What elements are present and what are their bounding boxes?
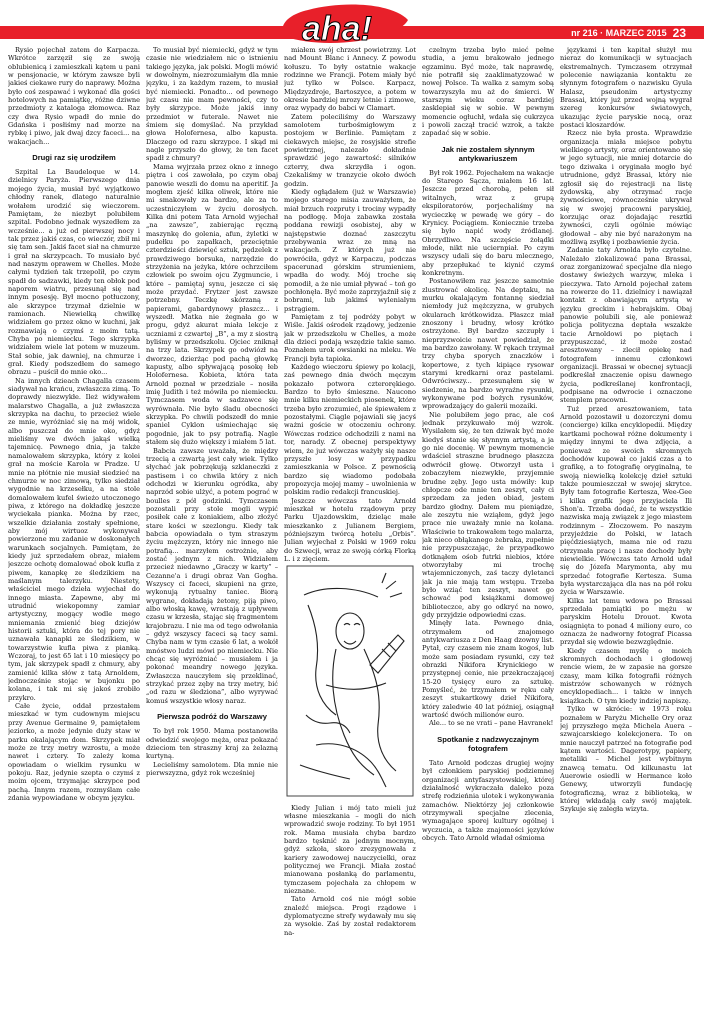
paragraph: Kiedy Julian i mój tato mieli już własne mieszkania – mogli do nich wprowadzić swoje rodziny. To był 1951 rok. Mama musiała chyba bardzo bardzo tęsknić za jednym mocnym, gdyż szkoła, skoro zrezygnowała z kariery zawodowej nauczycielki, oraz politycznej we Francji. Miała zostać mianowana posłanką do parlamentu, tymczasem pojechała za chłopem w nieznane. <box>284 803 416 896</box>
paragraph: Tato Arnold coś nie mógł sobie znaleźć miejsca. Progi rządowe i dyplomatyczne strefy wydawały mu się za wysokie. Zaś by został redaktorem na- <box>284 895 416 937</box>
paragraph: Szpital La Baudeloque w 14. dzielnicy Paryża. Pierwszego dnia mojego życia, musiał być wyjątkowo chłodny ranek, dlatego naturalnie wołałem urodzić się wieczorem. Pamiętam, że niezbyt polubiłem szpital. Podobno jednak wyszedłem za wcześnie... a już od pierwszej nocy i tak przez jakiś czas, co wieczór, zbił mi się tam sen. Jakiś facet siał na chmurze i grał na skrzypcach. To musiało być nad naszym oprawem w Chelles. Może całymi tydzień tak trzepolił, po czym spadł do sadzawki, kiedy ten obłok pod naporem wiatru, przesunął się nad innym posesję. Był mocno potłuczony, ale skrzypce trzymał dzielnie w ramionach. Niewielką chwilkę widziałem go przez okno w kuchni, jak rozmawiają o czymś z moim tatą. Chyba po niemiecku. Tego skrzypka widziałem wiele lat potem w muzeum. Stał sobie, jak dawniej, na chmurze i grał. Kiedy podszedłem do samego obrazu – puścił do mnie oko... <box>8 168 140 377</box>
aha-logo <box>276 2 416 48</box>
paragraph: Postanowiłem raz jeszcze samotnie zlustrować okolicę. Na deptaku, na murku okalającym fontannę siedział niemłody już mężczyzna, w grubych okularach krótkowidza. Płaszcz miał znoszony i brudny, włosy krótko ostrzyżone. Był bardzo szczupły i nieprzyzwoicie nawet powiedział, że ma bardzo zawołany. W rękach trzymał trzy chyba sporych znaczków i kopertowe, z tych kipiące rysowar starymi kredkarni oraz pastelami. Odwróciwszy... przesunąłem się w siedzenie, na bardzo wyraźne rysunki, wykonywane pod bożych rysunków, wprowadzający do galerii mozaiki. <box>422 277 554 411</box>
column-3 <box>284 46 416 1014</box>
column-4 <box>422 46 554 1014</box>
paragraph: Mama wyjrzała przez okno z innego piętra i coś zawołała, po czym obaj panowie weszli do domu na aperitif. Ja mogłem zjeść kilka oliwek, które nie mi smakowały za bardzo, ale za to uczestniczyłem w życiu dorosłych. Kilka dni potem Tata Arnold wyjechał „na zawsze”, zabierając ręczną maszynkę do golenia, afun, żyletki w pudełku po zapałkach, przeciętnie czterdzieści dziewięć sztuk, pędzelek z prawdziwego borsuka, narzędzie do strzyżenia na jeżyka, które ochrzciłem człowiek po swoim ojcu Zygmuncie, i które – pamiętaj synu, jeszcze ci się może przydać. Frytzer jest zawsze potrzebny. Teczkę skórzaną z papierami, gabardynowy płaszcz... i wyszedł. Matka nie żegnała go w progu, gdyż akurat miała lekcje z uczniami z czwartej „B”, a my z siostrą byliśmy w przedszkolu. Ojciec zniknął na trzy lata. Skrzypek go odwiózł na dworzec, dzierżąc pod pachą głowkę kapusty, albo spływającą posokę łeb Holofernesa. Kobieta, która tata Arnold poznał w przedziale – nosiła imię Judith i też mówiła po niemiecku. Tymczasem woda w sadzawce się wyrównała. Nie było śladu obecności skrzypka. Po chwili podszedł do mnie spaniel Cyklon uśmiechając się pogodnie, jak to psy potrafią. Nagle stałem się dużo większy i miałem 5 lat. <box>146 162 278 447</box>
issue-label: nr 216 · MARZEC 2015 <box>571 28 667 38</box>
paragraph: Rzecz nie była prosta. Wprawdzie organizacja miała miejsce pobytu wielkiego artysty, oraz orientowano się w jego sytuacji, nie mniej dotarcie do tego dziwaka i oryginała mogło być utrudnione, gdyż Brassai, który nie zgłosił się do rejestracji na listę żydowską, aby otrzymać racje żywnościowe, równocześnie ukrywał się w swojej pracowni paryskiej, korzując oraz dojadając resztki żywności, czyli ogólnie mówiąc głodował – aby nie być narażonym na możliwą zsyłkę i pozbawienie życia. <box>560 129 692 246</box>
column-1 <box>8 46 140 1014</box>
paragraph: Babcia zawsze uważała, że między trzecią a czwartą jest cały wiek. Tylko słychać jak pobrzękują szklaneczki z pastisem i co chwila który z nich odchodzi w kierunku ogródka, aby naprzód sobie ulżyć, a potem pograć w boulles z pół godzinki. Tymczasem pozostali przy stole mogli wypić posiłek całe z koniakiem, albo złożyć stare kości w szezlongu. Kiedy tak babcia opowiadała o tym straszym życiu mężczyzn, który nic innego nie potrafią... marzyłem ostrożnie, aby zostać jednym z nich. Widziałem przecież niedawno „Graczy w karty” – Cezanne'a i drugi obraz Van Gogha. Wszyscy ci faceci, skupieni na grze, wykonują rytualny taniec. Biorą wygrane, dokładają żetony, piją piwo, albo włoską kawę, wrastają z upływem czasu w krzesła, stając się fragmentem krajobrazu. I nie ma od tego odwołania – gdyż wszyscy faceci są tacy sami. Chyba nam w tym czasie 6 lat, a wokół mnóstwo ludzi mówi po niemiecku. Nie chcąc się wyróżniać – musiałem i ja pokonać meandry nowego języka. Zwłaszcza nauczyłem się przeklinać, strzykać przez zęby na trzy metry, bić „od razu w śledziona”, albo wyrywać komuś wszystkie włosy naraz. <box>146 446 278 705</box>
paragraph: Każdego wieczoru śpiewy po kolacji, zaś pewnego dnia dwóch męczym pokazało potwora czterorękiego. Bardzo to było śmieszne. Naucono mnie kilku niemieckich piosenek, które trzeba było zrozumieć, ale śpiewałem z pozostałymi. Ciągle pojawiali się jacyś ważni goście w otoczeniu ochrony. Wówczas rodzice odchodzili z nami na tor, narady. Z obecnej perspektywy wiem, że już wówczas ważyły się nasze przyszłe losy w przypadku zamieszkania w Polsce. Z pewnością bardzo się wiadomo podobała propozycja mojej mamy – uwolnienia w polskim radio redakcji francuskiej. <box>284 363 416 497</box>
column-5 <box>560 46 692 1014</box>
paragraph: Tato Arnold podczas drugiej wojny był członkiem paryskiej podziemnej organizacji antyfaszystowskiej, której działalność wykraczała daleko poza strefę rodzieńnia ulotek i wykonywania zamachów. Niektórzy jej członkowie otrzymywali specjalne zlecenia, wymagające sporej kultury ogólnej i wyczucia, a także znajomości języków obcych. Tato Arnold władał ośmioma <box>422 758 554 842</box>
paragraph: Tylko w skrócie: w 1973 roku poznałem w Paryżu Michelle Ory oraz jej przyszłego męża Michela Auera – szwajcarskiego kolekcjonera. To on mnie nauczył patrzeć na fotografie pod kątem wartości. Dagerotypy, papiery, metaliki – Michel jest wybitnym znawcą tematu. Od kilkunastu lat Auerowie osiedli w Hermance koło Genewy, utworzyli fundację fotograficzną, wraz z biblioteką, w której wkładają cały swój majątek. Szykuje się zaległa wizyta. <box>560 705 692 814</box>
section-heading: Spotkanie z nadzwyczajnym fotografem <box>437 734 539 753</box>
issue-info <box>571 27 686 39</box>
paragraph: Rysio pojechał zatem do Karpacza. Wkrótce zarzęził się ze swoją oblubienicą i zamieszkali kątem u pani w pensjonacie, w którym zawsze byli jakieś ciekawe rury do naprawy. Można było coś zespawać i wykonać dla gości hotelowych na pamiątkę, różne dziwne przedmioty z kataloga złomowca. Raz czy dwa Rysio wpadł do mnie do Gdańska i posłiśmy nad morze na rybkę i piwo, jak dwaj dzcy faceci... na wakacjach... <box>8 46 140 146</box>
paragraph: Kiedy czasem myślę o moich skromnych dochodach i głodowej rencie wiem, że w zapasie na gorsze czasy, mam kilka fotografii różnych mistrzów schowanych w różnych encyklopediach... i także w innych książkach. O tym kiedy indziej napiszę. <box>560 646 692 705</box>
article-body <box>8 46 696 1014</box>
paragraph: Pamiętam z tej podróży pobyt w Wiśle. Jakiś ośrodek rządowy, jedzenie jak w przedszkolu w Chelles, a może dla dzieci podają wszędzie takie samo. Poznałem urok owsianki na mleku. We Francji była tapioka. <box>284 313 416 363</box>
paragraph: To musiał być niemiecki, gdyż w tym czasie nie wiedziałem nic o istnieniu takiego języka, jak polski. Mogli mówić w dowolnym, niezrozumiałym dla mnie języku, i za każdym razem, to musiał być niemiecki. Ponadto... od pewnego już czasu nie mam pewności, czy to były skrzypce. Może jakiś inny przedmiot w futerale. Nawet nie śmiem się domyślać. Na przykład głowa Holofernesa, albo kapusta. Dlaczego od razu skrzypce. I skąd mi nagle przyszło do głowy, że ten facet spadł z chmury? <box>146 46 278 163</box>
paragraph: Całe życie, oddał przestałem mieszkać w tym cudownym miejscu przy Avenue Germaine 9, pamiętałem jeziorko, a może jedynie duży staw w parku okalającym dom. Skrzypek miał może ze trzy metry wzrostu, a może nawet i cztery. To zależy koma opowiadam o wielkim rysunku w pokoju. Raz, jedynie szepta o czymś z moim ojcem, trzymając skrzypce pod pachą. Innym razem, rozmyślam całe zdania wypowiadane w obcym języku. <box>8 702 140 802</box>
paragraph: Lecieliśmy samolotem. Dla mnie nie pierwszyzna, gdyż rok wcześniej <box>146 760 278 777</box>
musician-sketch-icon <box>286 565 414 797</box>
section-heading: Drugi raz się urodziłem <box>32 153 116 163</box>
column-2 <box>146 46 278 1014</box>
paragraph: Zadanie taty Arnolda było czytelne. Należało zlokalizować pana Brassai, oraz zorganizować specjalne dla niego dostawy świeżych warzyw, mleka i pieczywa. Tato Arnold pojechał zatem na rowerze do 11. dzielnicy i nawiązał kontakt z obawiającym artystą w języku greckim i hebrajskim. Obaj panowie polubili się, ale ponieważ policja polityczna deptała wszakże tacie Arnoldowi po piętach i przypuszczać, iż może zostać aresztowany – zlecił opiekę nad fotografem innemu członkowi organizacji. Brassai w obecnej sytuacji podkreślał znaczenie opisu dawnego życia, podkreślanej konfrontacji, podpisane na odwrocie i oznaczone stemplem pracowni. <box>560 246 692 405</box>
paragraph: Nie polubiłem jego prac, ale coś jednak przykuwało mój wzrok. Wysilałem się, że ten dziwak być może kiedyś stanie się słynnym artystą, a ja go nie docenię. W pewnym momencie wdaściel straszne brudnego płaszcza odwrócił głowę. Otworzył usta i zobaczyłem niezwykłe, przyjemnie brudne zęby. Jego usta mówiły: kup chłopcze ode mnie ten zeszyt, cały ci sprzedam za jeden obiad, jestem bardzo głodny. Dałem mu pieniądze, ale zeszytu nie wziąłem, gdyż jego prace nie uważały mnie na kolana. Właściwie to trakowałem tego malarza, jak nieco obłąkanego żebraka, zupełnie nie przypuszczając, że przypadkowo dotknąłem ośob futrki niebios, które otworzyłaby mi trochę wtajemniczonych, zaś taczy dyletanci jak ja nie mają tam wstępu. Trzeba było wziąć ten zeszyt, nawet go schować pod książkami domowej biblioteczce, aby go odkryć na nowo, gdy przyjdzie odpowiedni czas. <box>422 410 554 619</box>
paragraph: Był rok 1962. Pojechałem na wakacje do Starego Sącza, miałem 16 lat. Jeszcze przed chorobą, pełen sił witalnych, wraz z grupą ekspiloratorów, porjechaliśmy na wycieczkę w pewadę we góry – do Krynicy. Pociągiem. Koniecznie trzeba się było napić wody źródlanej. Obrzydliwo. Na szczęście żołądki młode, nikt nie uciernpiał. Po czym wszyscy udali się do baru mlecznego, aby przepłukać te kiynić czymś konkretnym. <box>422 168 554 277</box>
paragraph: językami i ten kapitał służył mu nieraz do komunikacji w sytuacjach ekstremalnych. Tymczasem otrzymał polecenie nawiązania kontaktu ze słynnym fotografem o nazwisku Gyula Halasz, pseudonim artystyczny Brassai, który już przed wojną wygrał szereg konkursów światowych, ukazując życie paryskie nocą, oraz postaci kloszardów. <box>560 46 692 130</box>
paragraph: Jeszcze wówczas tato Arnold mieszkał w hotelu rządowym przy Parku Ujazdowskim, dzieląc małe mieszkanko z Julianem Bergiem, późniejszym twórcą hotelu „Orbis”. Julian wyjechał z Polski w 1969 roku do Szwecji, wraz ze swoją córką Florką L. i z zięciem. <box>284 496 416 563</box>
section-heading: Pierwsza podróż do Warszawy <box>157 712 267 722</box>
paragraph: To był rok 1950. Mama postanowiła odwiedzić swojego męża, oraz pokazać dzieciom ten straszny kraj za żelazną kurtyną. <box>146 727 278 761</box>
paragraph: Kilka lat temu wdowa po Brassai sprzedała pamiątki po mężu w paryskim Hotelu Drouot. Kwota osiągnięta to ponad 4 miliony euro, co oznacza że nadworny fotograf Picassa przydał się wdowie bezwzględnie. <box>560 596 692 647</box>
paragraph: Kiedy ogłądałem (już w Warszawie) mojego starego misia zauważyłem, że miał brzuch rozpruty i trociny wypadły na podłogę. Moja zabawka została poddana rewizji osobistej, aby w najstępstwie doznać zaszczytu przebywania wraz ze mną na wakacjach. Z których już nie powróciła, gdyż w Karpaczu, podczas spacerunad górskim strumieniem, wpadła do wody. Mój troche się pomodił, a że nie umiał pływać – toń go pochłonęła. Być może zaprzyjaźnił się z bobrami, lub jakimś wylenialym pstrągiem. <box>284 187 416 313</box>
paragraph: Ale... to se ne vrati – pane Havranek! <box>429 719 554 728</box>
paragraph: Zatem poleciliśmy do Warszawy samolotem turbośmigłowym z postojem w Berlinie. Pamiętam z ciekawych miejsc, że rosyjskie strefie powietrznej, nalezało dokładnie sprawdzić jego zawartość: silników czterry, dwa skrzydła i ogon. Czekaliśmy w tranzycie około dwóch godzin. <box>284 112 416 188</box>
paragraph: Na innych dzieach Chagalla czasem siadywał na krańcu, zwłaszcza zimą. To doprawdy niezwykłe. Ileż widywałem malarstwo Chagalla, a już zwłaszcza skrzypka na dachu, to przecież wiele ze mnie, wyróżniać się na mój widok, albo puszczał do mnie oko, gdyż mieliśmy we dwóch jakąś wielką tajemnicę. Pewnego dnia, ja także namalowałem skrzypka, który z kolei grał na moście Karola w Pradze. U mnie na płótnie nie musiał siedzieć na chmurze w noc zimową, tylko siedział wygodnie na krzesełku, a na stole domalowałem kufel świeżo utoczonego piwa, z którego na dokładkę jeszcze wyciekała pianka. Można by rzec, wszelkie działania zostały spełnione, aby mój wirtuoz wykonywał powierzone mu zadanie w doskonałych warunkach socjalnych. Pamiętam, że kiedy już sprzedałem obraz, miałem jeszcze ochotę domalować obok kufla z piwem, kanapkę ze śledzikiem na maślanym talerzyku. Niestety, właściciel mego dzieła wyjechał do innego miasta. Zapewne, aby mi utrudnić wiekopomny zamiar artystyczny, mogący wodle mego mniemania zmienić bieg dziejów historii sztuki, która do tej pory nie uznawała kanapki ze śledzikiem, w towarzystwie kufla piwa z pianką. Wczoraj, to jest 65 lat i 10 miesięcy po tym, jak skrzypek spadł z chmury, aby zamienić kilka słów z tatą Arnoldem, jednocześnie stojąc w bujonku po kolana, i tak mi się jakoś zrobiło przykro. <box>8 376 140 702</box>
paragraph: czelnym trzeba było mieć pełne studia, a jemu brakowało jednego egzaminu. Być może, tak naprawdę, nie potrafił się zaaklimatyzować w nowej Polsce. Ta walka z samym sobą towarzyszyła mu aż do śmierci. W starszym wieku coraz bardziej zasklepiał się w sobie. W pewnym momencie ogłuchł, wdała się cukrzyca i powoli zaczął tracić wzrok, a także zapadać się w sobie. <box>422 46 554 138</box>
page-number: 23 <box>672 26 686 40</box>
section-heading: Jak nie zostałem słynnym antykwariuszem <box>441 144 535 163</box>
svg-text:aha!: aha! <box>302 10 372 48</box>
paragraph: miałem swój chrzest powietrzny. Lot nad Mount Blanc i Annecy. Z powodu kołuszu. To były ostatnie wakacje rodzinne we Francji. Potem miały być już tylko w Polsce. Karpacz, Międzyzdroje, Bartoszyce, a potem w okresie bardziej mrozy letnie i zimowe, oraz wypady do babci w Clamart. <box>284 46 416 113</box>
paragraph: Minęły lata. Pewnego dnia, otrzymałem od znajomego antykwariusza z Den Haag dzowny list. Pytał, czy czasem nie znam kogoś, lub może sam posiadam rysunki, czy też obrazki Nikifora Krynickiego w przystępnej cenie, nie przekraczającej 15-20 tysięcy euro za sztukę. Pomyśleć, że trzymałem w ręku cały zeszyt stukartkowy dzieł Nikifora, który zaledwie 40 lat później, osiągnął wartość dwóch milionów euro. <box>422 619 554 720</box>
paragraph: Tuż przed aresztowaniem, tata Arnold pozostawił u dozorczyni domu (concierge) kilka encyklopedii. Między kartkami pochował różne dokumenty i między innymi te dwa zdjęcia, a ponieważ ze swoich skromnych dochodów kupował co jakiś czas a to grafikę, a to fotografię oryginalną, te swoją niewielką kolekcję dzieł sztuki także poumieszczał w swojej skrytce. Były tam fotografie Kertesza, Wee-Gee i kilka grafik jego przyjaciela Ili Shon'a. Trzeba dodać, że te wszystkie nazwiska mają związek z jego miastem rodzinnym – Złoczowem. Po naszym przyjeździe do Polski, w latach pięćdziesiątych, mama nie od razu otrzymała pracę i nasze dochody były niewielkie. Wówczas tato Arnold udał się do Józefa Marymonta, aby mu sprzedać fotografie Kertesza. Suma była wystarczająca dla nas na pół roku życia w Warszawie. <box>560 404 692 597</box>
